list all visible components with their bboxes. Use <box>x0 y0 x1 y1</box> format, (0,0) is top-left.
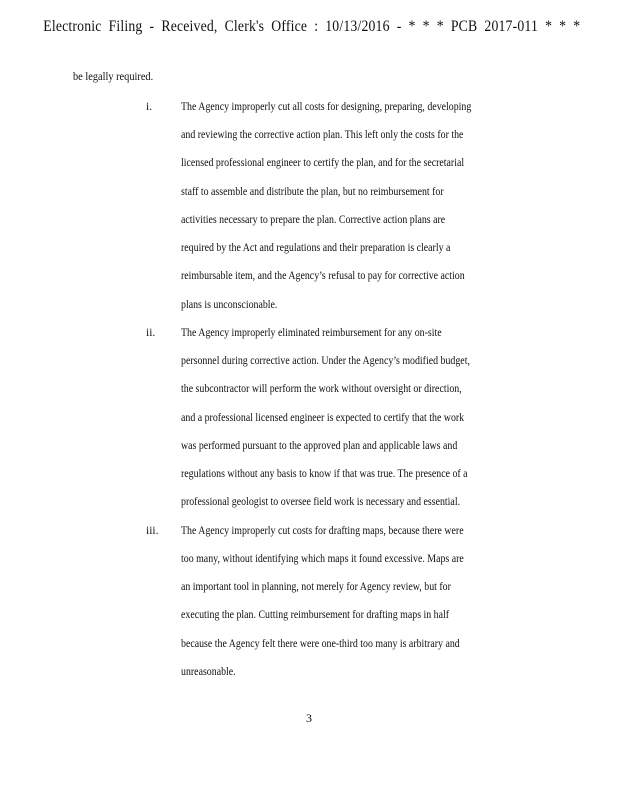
text-line: licensed professional engineer to certify the plan, and for the secretarial <box>181 157 465 169</box>
text-line: plans is unconscionable. <box>181 299 278 311</box>
text-line: staff to assemble and distribute the plan, but no reimbursement for <box>181 186 444 198</box>
text-line: The Agency improperly cut costs for drafting maps, because there were <box>181 525 464 537</box>
text-line: because the Agency felt there were one-third too many is arbitrary and <box>181 638 460 650</box>
text-line: an important tool in planning, not merely for Agency review, but for <box>181 581 451 593</box>
text-line: reimbursable item, and the Agency’s refusal to pay for corrective action <box>181 270 465 282</box>
lead-line: be legally required. <box>73 71 154 83</box>
list-marker: ii. <box>146 327 156 339</box>
list-marker: iii. <box>146 525 159 537</box>
text-line: regulations without any basis to know if that was true. The presence of a <box>181 468 468 480</box>
page-number: 3 <box>306 711 312 725</box>
list-marker: i. <box>146 101 153 113</box>
text-line: was performed pursuant to the approved plan and applicable laws and <box>181 440 458 452</box>
text-line: activities necessary to prepare the plan. Corrective action plans are <box>181 214 446 226</box>
text-line: professional geologist to oversee field work is necessary and essential. <box>181 496 461 508</box>
text-line: unreasonable. <box>181 666 236 678</box>
text-line: The Agency improperly cut all costs for designing, preparing, developing <box>181 101 472 113</box>
text-line: required by the Act and regulations and their preparation is clearly a <box>181 242 451 254</box>
text-line: and a professional licensed engineer is expected to certify that the work <box>181 412 465 424</box>
text-line: personnel during corrective action. Under the Agency’s modified budget, <box>181 355 470 367</box>
text-line: the subcontractor will perform the work without oversight or direction, <box>181 383 462 395</box>
text-line: and reviewing the corrective action plan. This left only the costs for the <box>181 129 464 141</box>
text-line: The Agency improperly eliminated reimbursement for any on-site <box>181 327 442 339</box>
text-line: executing the plan. Cutting reimbursement for drafting maps in half <box>181 609 450 621</box>
text-line: too many, without identifying which maps it found excessive. Maps are <box>181 553 464 565</box>
filing-header: Electronic Filing - Received, Clerk's Office : 10/13/2016 - * * * PCB 2017-011 * * * <box>43 18 581 35</box>
